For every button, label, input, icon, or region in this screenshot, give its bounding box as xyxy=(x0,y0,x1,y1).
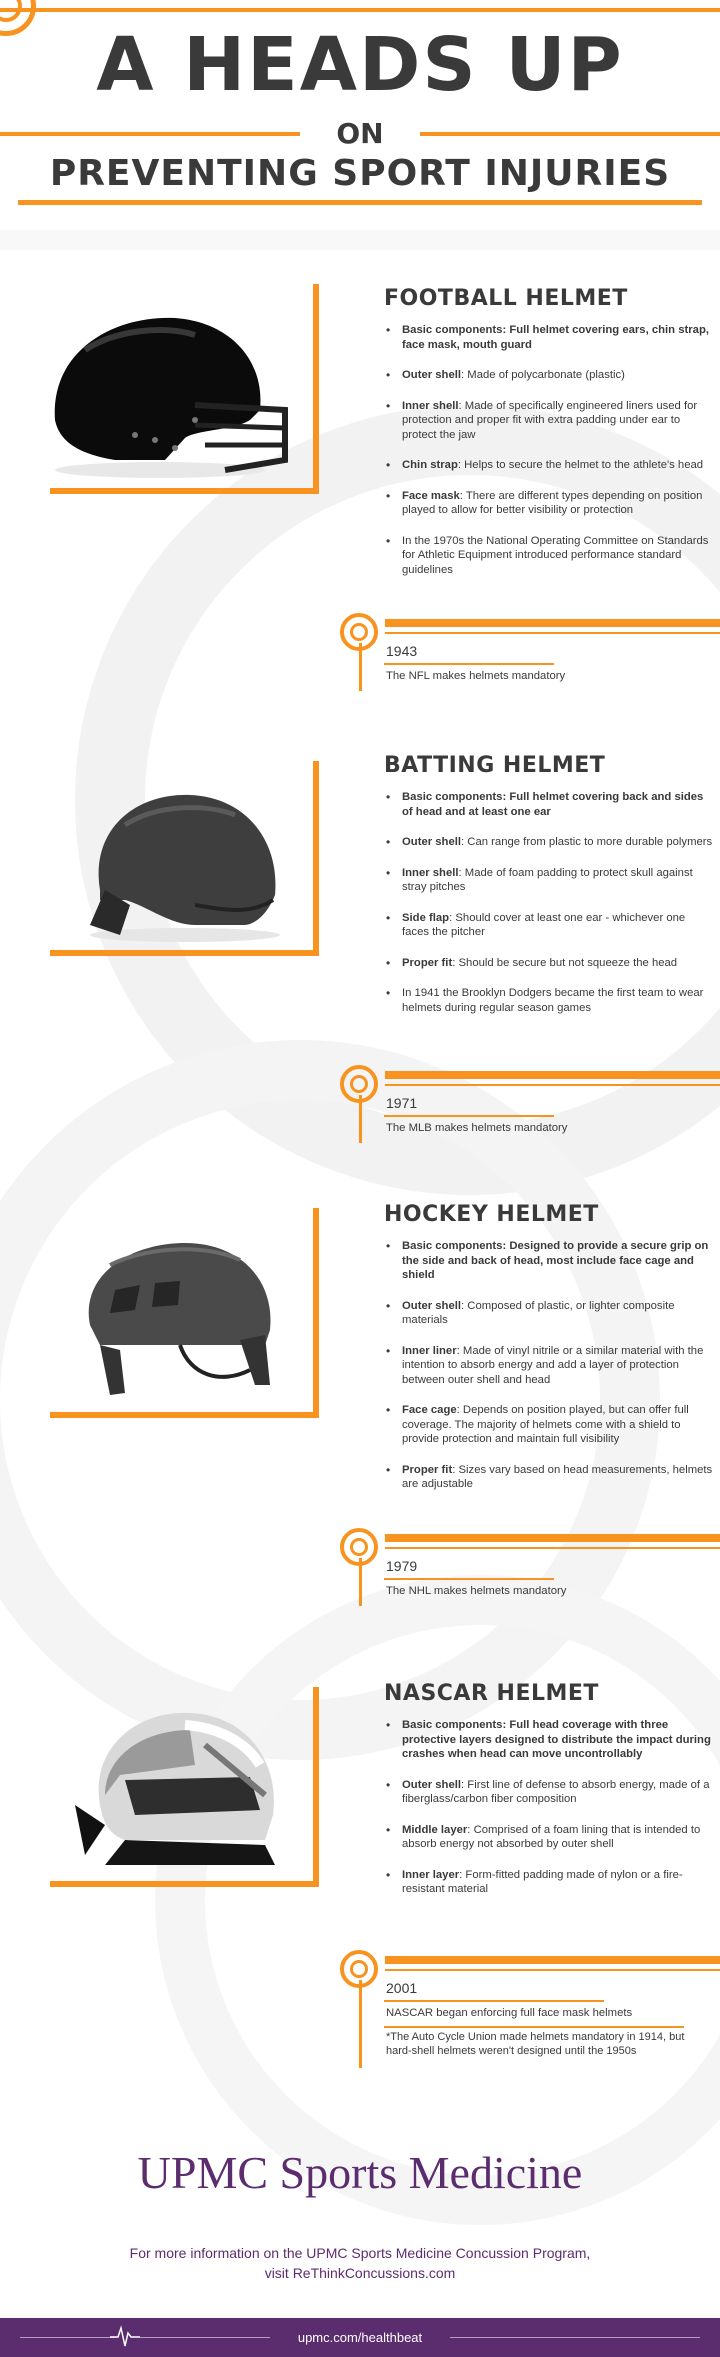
timeline-bar xyxy=(385,1071,720,1079)
bullet-list xyxy=(384,323,714,593)
brand-logo: UPMC Sports Medicine xyxy=(137,2147,583,2198)
timeline xyxy=(340,613,720,693)
timeline-year: 1971 xyxy=(386,1095,418,1111)
bullet-item: • Outer shell: Can range from plastic to more durable polymers xyxy=(384,835,714,850)
bullet-item: • Chin strap: Helps to secure the helmet to the athlete's head xyxy=(384,458,714,473)
timeline-vline xyxy=(359,1558,362,1606)
nascar-helmet-image xyxy=(65,1705,295,1880)
bullet-item: • Outer shell: Composed of plastic, or lighter composite materials xyxy=(384,1299,720,1328)
bullet-item: • Side flap: Should cover at least one ear - whichever one faces the pitcher xyxy=(384,911,714,940)
section-title: FOOTBALL HELMET xyxy=(384,286,628,311)
footer-url-link[interactable]: upmc.com/healthbeat xyxy=(297,2330,423,2345)
image-frame-horizontal xyxy=(50,1881,319,1887)
bullet-item: • Basic components: Designed to provide a secure grip on the side and back of head, most include face cage and shield xyxy=(384,1239,720,1283)
timeline-bar xyxy=(385,1534,720,1542)
section-nascar xyxy=(0,1665,720,2065)
batting-helmet-image xyxy=(75,785,295,945)
timeline-year: 2001 xyxy=(386,1980,418,1996)
bullet-item: • In the 1970s the National Operating Committee on Standards for Athletic Equipment introduced performance standard guidelines xyxy=(384,534,714,578)
timeline-footnote-rule xyxy=(384,2026,684,2028)
bullet-item: • Inner shell: Made of specifically engineered liners used for protection and proper fit with extra padding under ear to protect the jaw xyxy=(384,399,714,443)
image-frame-vertical xyxy=(313,284,319,494)
target-icon-inner xyxy=(350,1075,368,1093)
more-info xyxy=(0,2243,720,2283)
bullet-item: • Proper fit: Sizes vary based on head measurements, helmets are adjustable xyxy=(384,1463,720,1492)
bullet-list xyxy=(384,1239,720,1508)
timeline-text: NASCAR began enforcing full face mask helmets xyxy=(386,2007,633,2019)
section-hockey xyxy=(0,1190,720,1630)
header xyxy=(0,0,720,210)
bullet-item: • Outer shell: First line of defense to absorb energy, made of a fiberglass/carbon fiber composition xyxy=(384,1778,714,1807)
bullet-item: • Face cage: Depends on position played, but can offer full coverage. The majority of helmets come with a shield to provide protection and maintain full visibility xyxy=(384,1403,720,1447)
timeline-bar-thin xyxy=(385,1084,720,1086)
timeline-text: The NFL makes helmets mandatory xyxy=(386,670,566,682)
section-title: NASCAR HELMET xyxy=(384,1681,599,1706)
footer xyxy=(0,2318,720,2357)
bullet-item: • Middle layer: Comprised of a foam lining that is intended to absorb energy not absorbed by outer shell xyxy=(384,1823,714,1852)
timeline xyxy=(340,1065,720,1145)
target-icon-inner xyxy=(350,623,368,641)
timeline-bar-thin xyxy=(385,1547,720,1549)
image-frame-vertical xyxy=(313,761,319,956)
more-info-line: For more information on the UPMC Sports Medicine Concussion Program, xyxy=(129,2245,591,2261)
target-icon-inner xyxy=(350,1960,368,1978)
timeline-vline xyxy=(359,1095,362,1143)
image-frame-horizontal xyxy=(50,1412,319,1418)
bullet-item: • Outer shell: Made of polycarbonate (plastic) xyxy=(384,368,714,383)
section-football xyxy=(0,270,720,700)
section-batting xyxy=(0,735,720,1155)
bullet-item: • Proper fit: Should be secure but not squeeze the head xyxy=(384,956,714,971)
timeline-text: The MLB makes helmets mandatory xyxy=(386,1122,568,1134)
timeline-year-rule xyxy=(384,1115,554,1117)
page-subtitle: PREVENTING SPORT INJURIES xyxy=(49,153,671,194)
hockey-helmet-image xyxy=(70,1235,300,1405)
timeline-vline xyxy=(359,643,362,691)
image-frame-vertical xyxy=(313,1687,319,1887)
bullet-item: • Basic components: Full helmet covering ears, chin strap, face mask, mouth guard xyxy=(384,323,714,352)
timeline-year-rule xyxy=(384,1578,554,1580)
bullet-item: • Basic components: Full head coverage with three protective layers designed to distribute the impact during crashes when head can move uncontrollably xyxy=(384,1718,714,1762)
timeline-vline xyxy=(359,1980,362,2068)
image-frame-vertical xyxy=(313,1208,319,1418)
bullet-item: • Inner layer: Form-fitted padding made of nylon or a fire-resistant material xyxy=(384,1868,714,1897)
timeline-bar xyxy=(385,1956,720,1964)
target-icon-inner xyxy=(350,1538,368,1556)
bullet-item: • Basic components: Full helmet covering back and sides of head and at least one ear xyxy=(384,790,714,819)
bullet-list xyxy=(384,1718,714,1913)
section-title: BATTING HELMET xyxy=(384,753,606,778)
football-helmet-image xyxy=(45,310,295,480)
image-frame-horizontal xyxy=(50,488,319,494)
timeline-year: 1943 xyxy=(386,643,418,659)
bullet-item: • Inner liner: Made of vinyl nitrile or a similar material with the intention to absorb energy and add a layer of protection between outer shell and head xyxy=(384,1344,720,1388)
page-title: A HEADS UP xyxy=(96,22,624,108)
title-on: ON xyxy=(336,117,384,150)
bullet-list xyxy=(384,790,714,1031)
timeline-year-rule xyxy=(384,663,554,665)
header-rule-bottom xyxy=(18,200,702,205)
more-info-link[interactable]: visit ReThinkConcussions.com xyxy=(264,2265,456,2281)
timeline-text: The NHL makes helmets mandatory xyxy=(386,1585,567,1597)
timeline-year-rule xyxy=(384,2000,604,2002)
image-frame-horizontal xyxy=(50,950,319,956)
footnote: *The Auto Cycle Union made helmets mandatory in 1914, but hard-shell helmets weren't designed until the 1950s xyxy=(386,2031,685,2057)
section-title: HOCKEY HELMET xyxy=(384,1202,599,1227)
timeline-year: 1979 xyxy=(386,1558,418,1574)
timeline-bar xyxy=(385,619,720,627)
bullet-item: • Inner shell: Made of foam padding to protect skull against stray pitches xyxy=(384,866,714,895)
timeline-bar-thin xyxy=(385,632,720,634)
timeline-bar-thin xyxy=(385,1969,720,1971)
timeline xyxy=(340,1528,720,1608)
bullet-item: • Face mask: There are different types depending on position played to allow for better visibility or protection xyxy=(384,489,714,518)
header-rule-top xyxy=(0,8,720,12)
bullet-item: • In 1941 the Brooklyn Dodgers became the first team to wear helmets during regular season games xyxy=(384,986,714,1015)
timeline xyxy=(340,1950,720,2057)
